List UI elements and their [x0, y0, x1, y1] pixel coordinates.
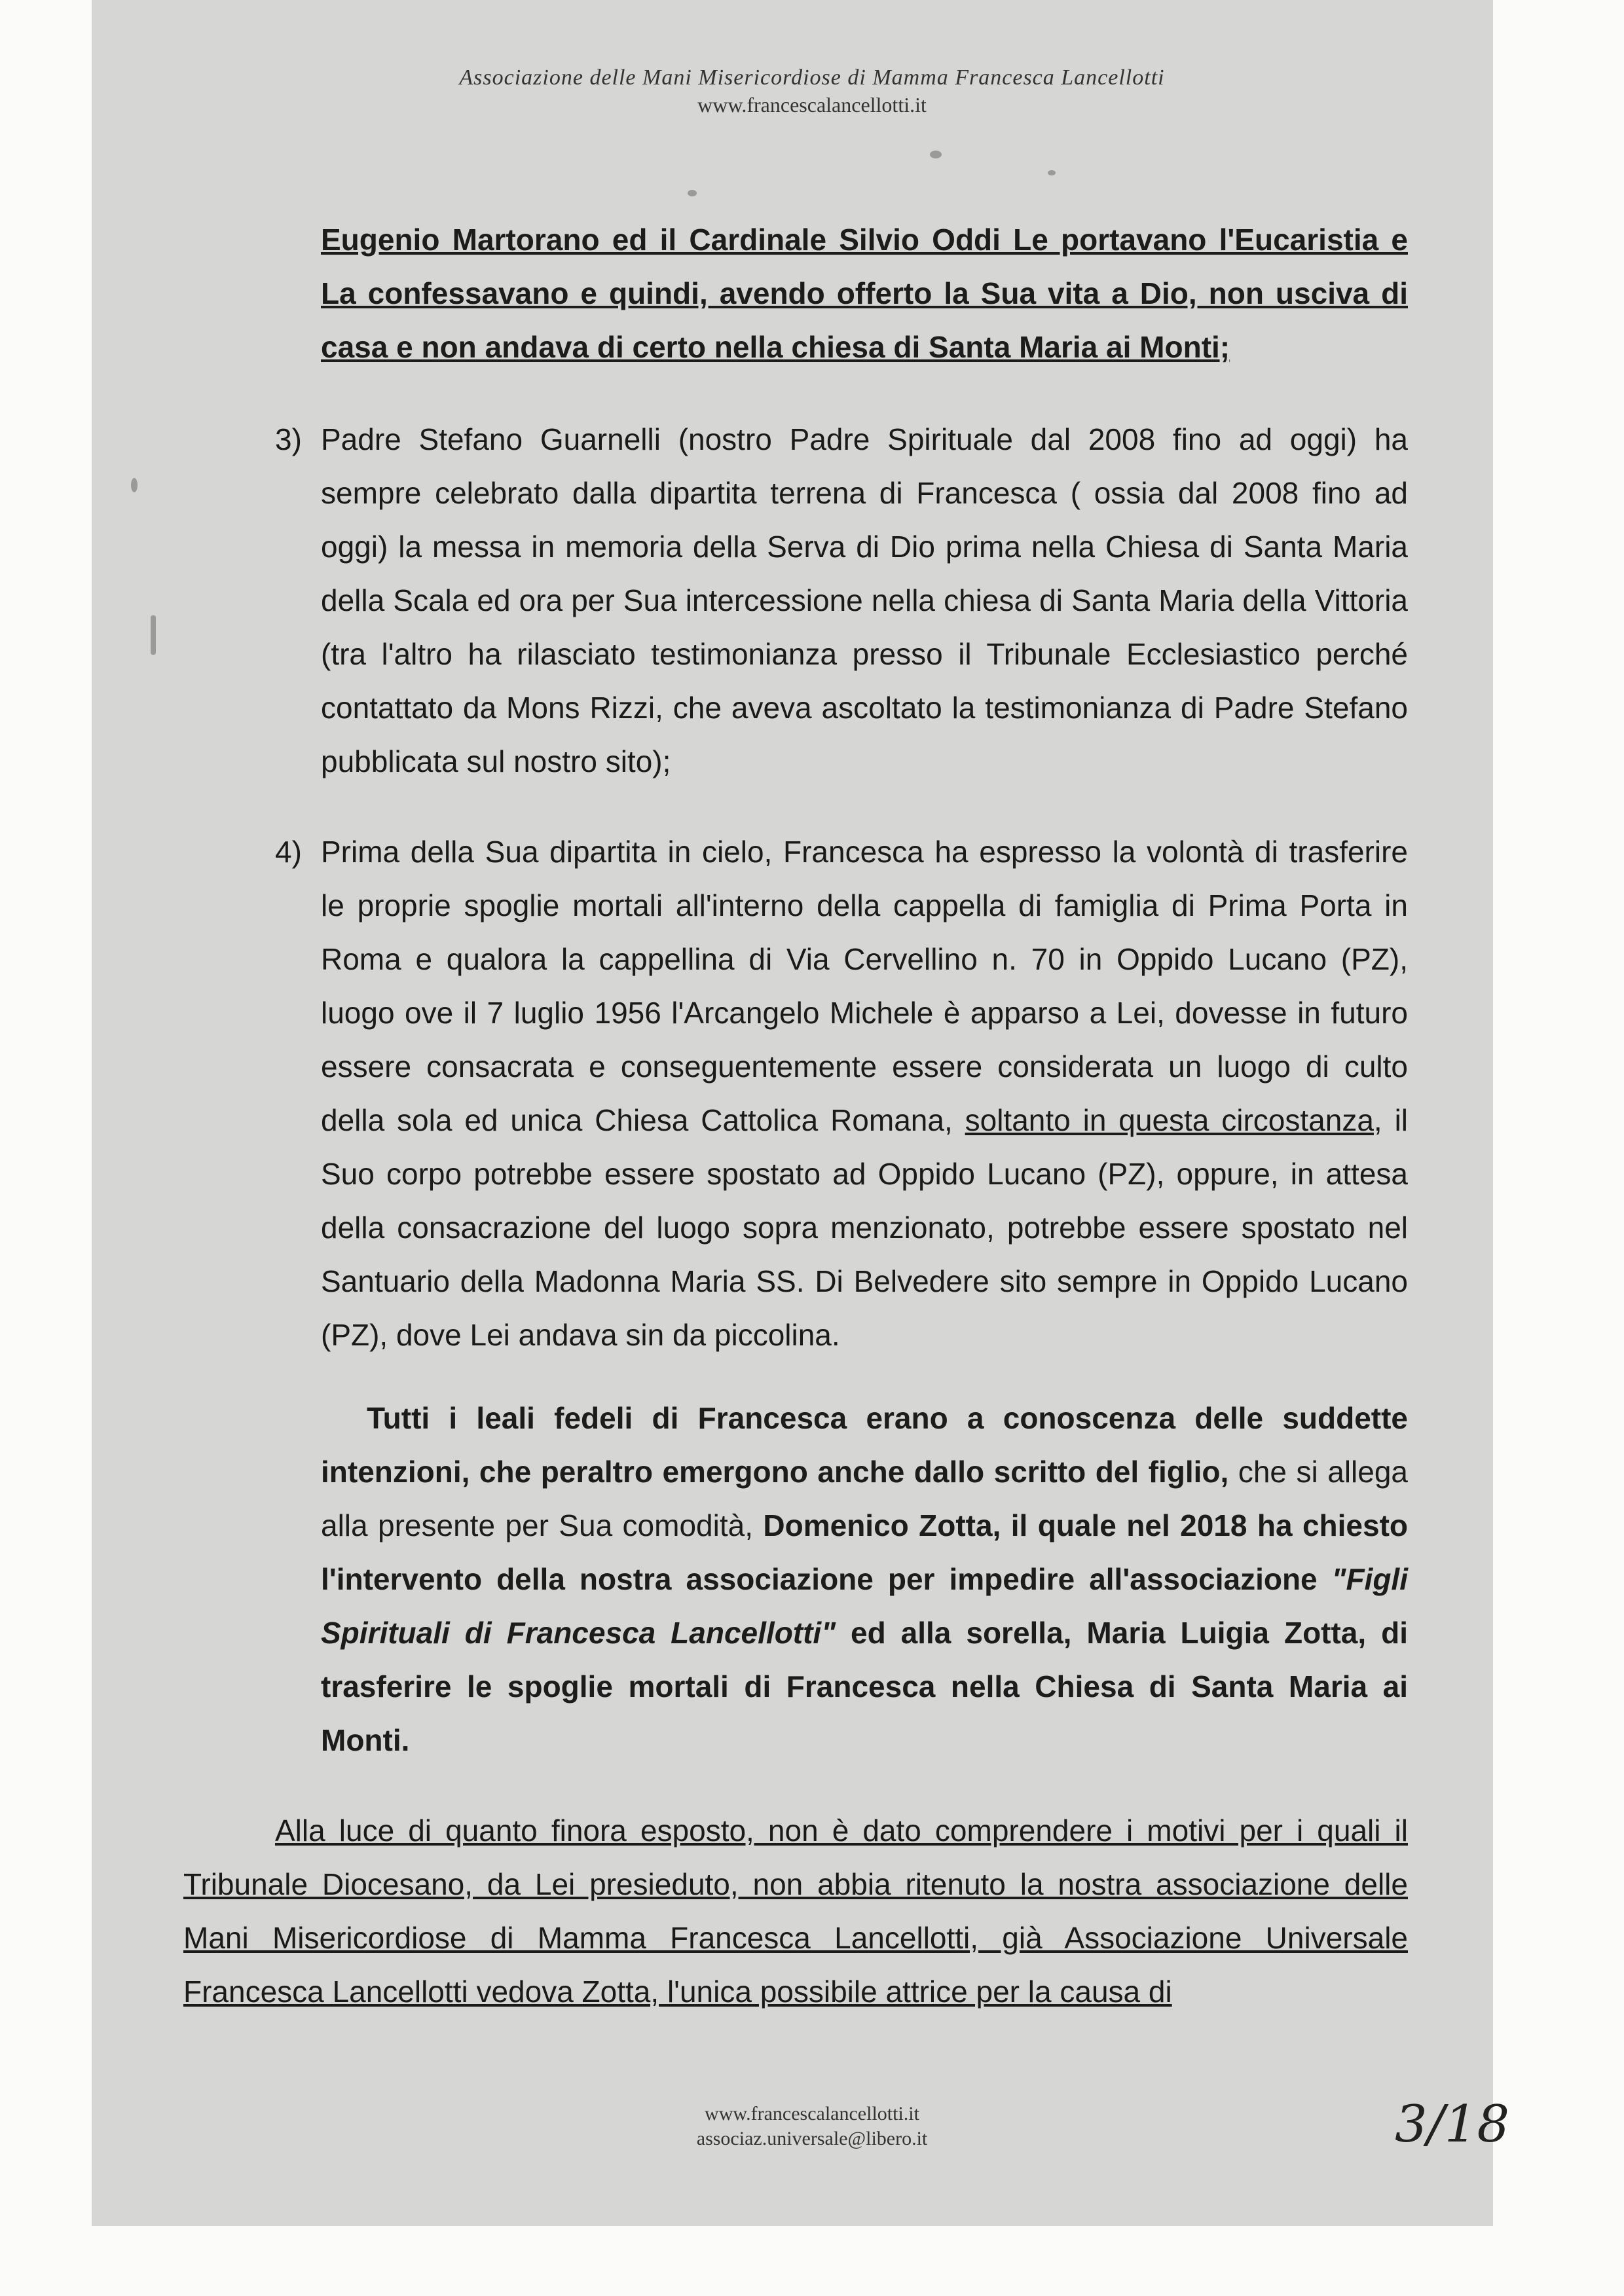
- page-number: 3/18: [1395, 2095, 1510, 2154]
- item4-text-part1: Prima della Sua dipartita in cielo, Francesca ha espresso la volontà di trasferire le proprie spoglie mortali all'interno della cappella di famiglia di Prima Porta in Roma e qualora la cappellina di Via Cervellino n. 70 in Oppido Lucano (PZ), luogo ove il 7 luglio 1956 l'Arcangelo Michele è apparso a Lei, dovesse in futuro essere consacrata e conseguentemente essere considerata un luogo di culto della sola ed unica Chiesa Cattolica Romana,: [321, 835, 1408, 1137]
- letterhead: [0, 65, 1624, 117]
- header-website: www.francescalancellotti.it: [697, 93, 927, 117]
- bold-part3: Domenico Zotta, il quale nel 2018 ha chiesto l'intervento della nostra associazione per impedire all'associazione: [321, 1508, 1409, 1596]
- footer: [0, 2102, 1624, 2151]
- list-item-text: [321, 825, 1408, 1362]
- association-name: Associazione delle Mani Misericordiose di Mamma Francesca Lancellotti: [459, 65, 1165, 90]
- bold-paragraph: [321, 1391, 1408, 1767]
- scan-speck: [131, 478, 138, 492]
- scan-speck: [930, 151, 942, 158]
- list-number: 3): [275, 422, 302, 456]
- scan-speck: [1048, 170, 1056, 175]
- bold-part4: ed alla sorella, Maria Luigia Zotta, di trasferire le spoglie mortali di Francesca nella Chiesa di Santa Maria ai Monti.: [321, 1616, 1409, 1757]
- list-item-4: [275, 825, 1408, 1362]
- item4-underlined: soltanto in questa circostanza: [965, 1103, 1374, 1137]
- list-item-text: Padre Stefano Guarnelli (nostro Padre Spirituale dal 2008 fino ad oggi) ha sempre celebrato dalla dipartita terrena di Francesca ( ossia dal 2008 fino ad oggi) la messa in memoria della Serva di Dio prima nella Chiesa di Santa Maria della Scala ed ora per Sua intercessione nella chiesa di Santa Maria della Vittoria (tra l'altro ha rilasciato testimonianza presso il Tribunale Ecclesiastico perché contattato da Mons Rizzi, che aveva ascoltato la testimonianza di Padre Stefano pubblicata sul nostro sito);: [321, 422, 1408, 778]
- footer-email: associaz.universale@libero.it: [696, 2128, 928, 2149]
- closing-paragraph: Alla luce di quanto finora esposto, non è dato comprendere i motivi per i quali il Tribunale Diocesano, da Lei presieduto, non abbia ritenuto la nostra associazione delle Mani Misericordiose di Mamma Francesca Lancellotti, già Associazione Universale Francesca Lancellotti vedova Zotta, l'unica possibile attrice per la causa di: [183, 1813, 1408, 2009]
- scan-speck: [151, 615, 156, 655]
- list-item-3: [275, 412, 1408, 788]
- list-number: 4): [275, 835, 302, 869]
- footer-website: www.francescalancellotti.it: [705, 2103, 919, 2124]
- item4-text-part2: , il Suo corpo potrebbe essere spostato ad Oppido Lucano (PZ), oppure, in attesa della consacrazione del luogo sopra menzionato, potrebbe essere spostato nel Santuario della Madonna Maria SS. Di Belvedere sito sempre in Oppido Lucano (PZ), dove Lei andava sin da piccolina.: [321, 1103, 1409, 1352]
- bold-part1: Tutti i leali fedeli di Francesca erano a conoscenza delle suddette intenzioni, che peraltro emergono anche dallo scritto del figlio,: [321, 1401, 1408, 1489]
- intro-paragraph: Eugenio Martorano ed il Cardinale Silvio Oddi Le portavano l'Eucaristia e La confessavano e quindi, avendo offerto la Sua vita a Dio, non usciva di casa e non andava di certo nella chiesa di Santa Maria ai Monti;: [321, 223, 1408, 364]
- italic-association-name: "Figli Spirituali di Francesca Lancellotti": [321, 1562, 1408, 1650]
- scan-speck: [688, 190, 697, 196]
- normal-part2: che si allega alla presente per Sua comodità,: [321, 1455, 1409, 1542]
